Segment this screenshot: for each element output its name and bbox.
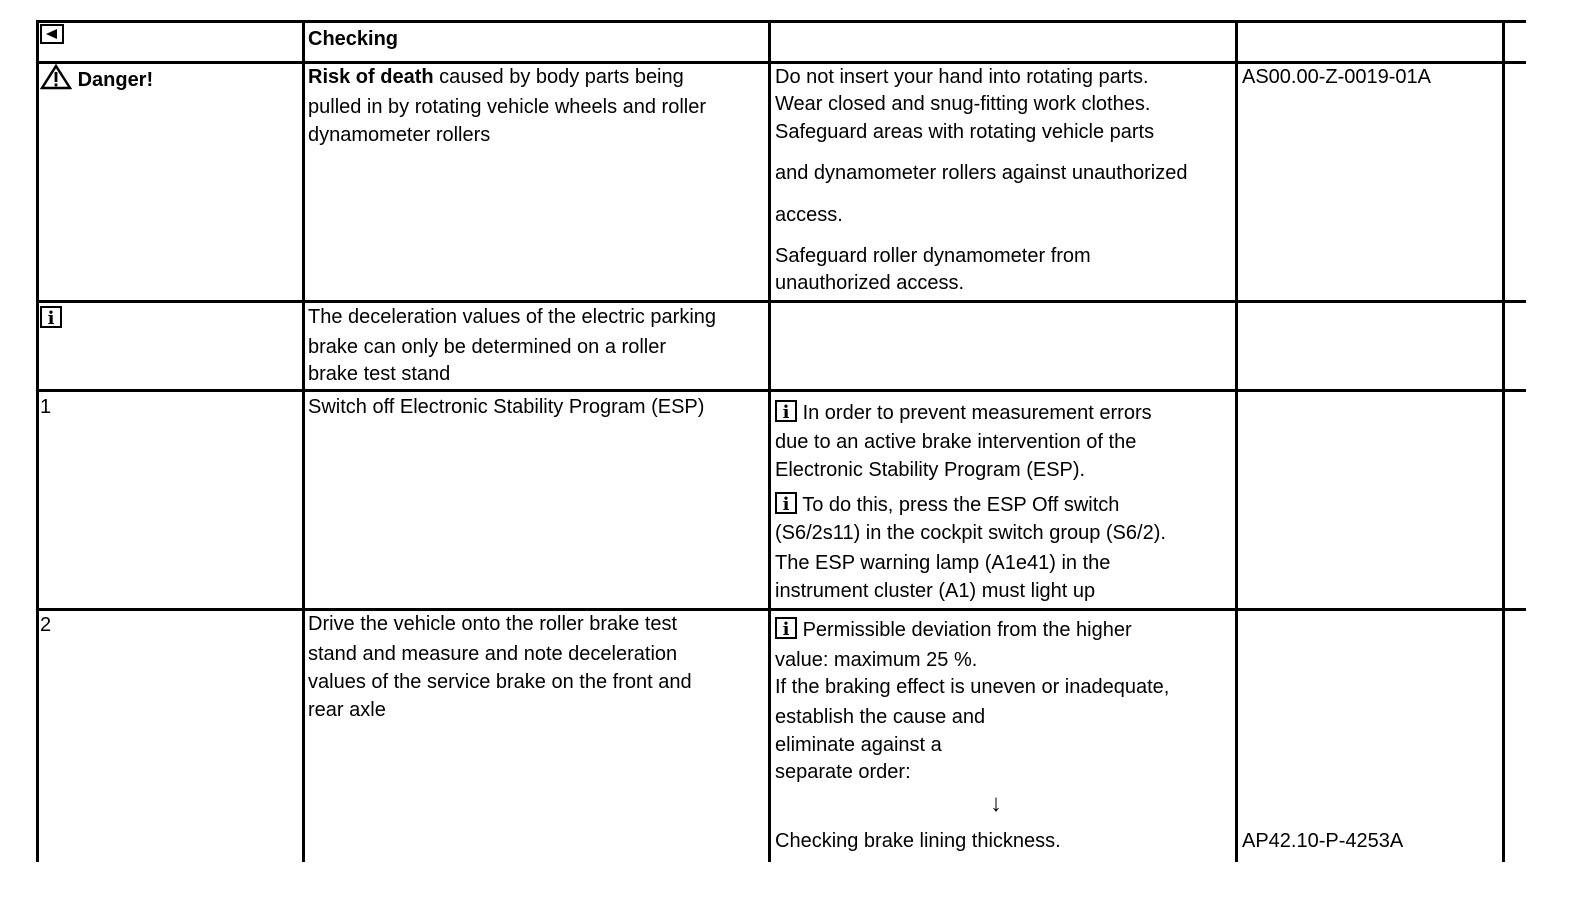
measure-line: Safeguard roller dynamometer from — [775, 245, 1091, 267]
info-icon — [775, 400, 797, 422]
step-number: 2 — [40, 614, 52, 636]
step2-info-line: separate order: — [775, 761, 911, 783]
step2-action-line: values of the service brake on the front and — [308, 671, 692, 693]
back-icon[interactable] — [40, 24, 64, 44]
warning-triangle-icon — [40, 64, 72, 90]
info-icon — [775, 492, 797, 514]
measure-line: Wear closed and snug-fitting work clothes. — [775, 93, 1151, 115]
step2-info-first-line — [775, 616, 1132, 644]
risk-line-1 — [308, 63, 684, 91]
risk-rest: caused by body parts being — [439, 66, 684, 88]
step1-info-line: (S6/2s11) in the cockpit switch group (S6/2). — [775, 522, 1166, 544]
note-line: The deceleration values of the electric parking — [308, 306, 717, 328]
step2-action-line: rear axle — [308, 699, 386, 721]
measure-line: access. — [775, 204, 843, 226]
danger-code[interactable]: AS00.00-Z-0019-01A — [1242, 66, 1432, 88]
step-action: Switch off Electronic Stability Program (ESP) — [308, 396, 705, 418]
step1-info-line: due to an active brake intervention of the — [775, 431, 1137, 453]
step2-info-line: establish the cause and — [775, 706, 986, 728]
danger-label: Danger! — [77, 69, 154, 91]
column-divider — [1235, 20, 1238, 862]
step-number: 1 — [40, 396, 52, 418]
section-heading: Checking — [308, 28, 399, 50]
step1-info-line: The ESP warning lamp (A1e41) in the — [775, 552, 1111, 574]
measure-line: unauthorized access. — [775, 272, 965, 294]
risk-bold: Risk of death — [308, 66, 434, 88]
down-arrow-icon: ↓ — [990, 790, 1002, 817]
info-icon — [775, 617, 797, 639]
note-line: brake test stand — [308, 363, 451, 385]
step2-info-line: value: maximum 25 %. — [775, 649, 978, 671]
step2-info-text: Permissible deviation from the higher — [802, 619, 1132, 641]
row-divider — [36, 608, 1526, 611]
measure-line: and dynamometer rollers against unauthorized — [775, 162, 1188, 184]
row-divider — [36, 389, 1526, 392]
note-icon-cell — [40, 305, 62, 333]
column-divider — [768, 20, 771, 862]
step1-info1-text: In order to prevent measurement errors — [802, 402, 1152, 424]
step1-info-line: instrument cluster (A1) must light up — [775, 580, 1096, 602]
measure-line: Safeguard areas with rotating vehicle parts — [775, 121, 1155, 143]
row-divider — [36, 300, 1526, 303]
risk-line: dynamometer rollers — [308, 124, 491, 146]
info-icon — [40, 306, 62, 328]
step2-info-line: If the braking effect is uneven or inadequate, — [775, 676, 1170, 698]
risk-line: pulled in by rotating vehicle wheels and roller — [308, 96, 707, 118]
measure-line: Do not insert your hand into rotating parts. — [775, 66, 1149, 88]
column-divider — [302, 20, 305, 862]
step1-info-line: Electronic Stability Program (ESP). — [775, 459, 1086, 481]
table-border-left — [36, 20, 39, 862]
step2-code[interactable]: AP42.10-P-4253A — [1242, 830, 1404, 852]
step2-check-text: Checking brake lining thickness. — [775, 830, 1061, 852]
step1-info1-first-line — [775, 399, 1152, 427]
table-border-top — [36, 20, 1526, 23]
note-line: brake can only be determined on a roller — [308, 336, 666, 358]
step2-action-line: Drive the vehicle onto the roller brake test — [308, 613, 678, 635]
table-border-right — [1502, 20, 1505, 862]
step2-action-line: stand and measure and note deceleration — [308, 643, 678, 665]
back-icon-cell — [40, 24, 64, 52]
danger-label-cell — [40, 64, 153, 94]
step2-info-line: eliminate against a — [775, 734, 942, 756]
step1-info2-first-line — [775, 491, 1119, 519]
step1-info2-text: To do this, press the ESP Off switch — [802, 494, 1120, 516]
